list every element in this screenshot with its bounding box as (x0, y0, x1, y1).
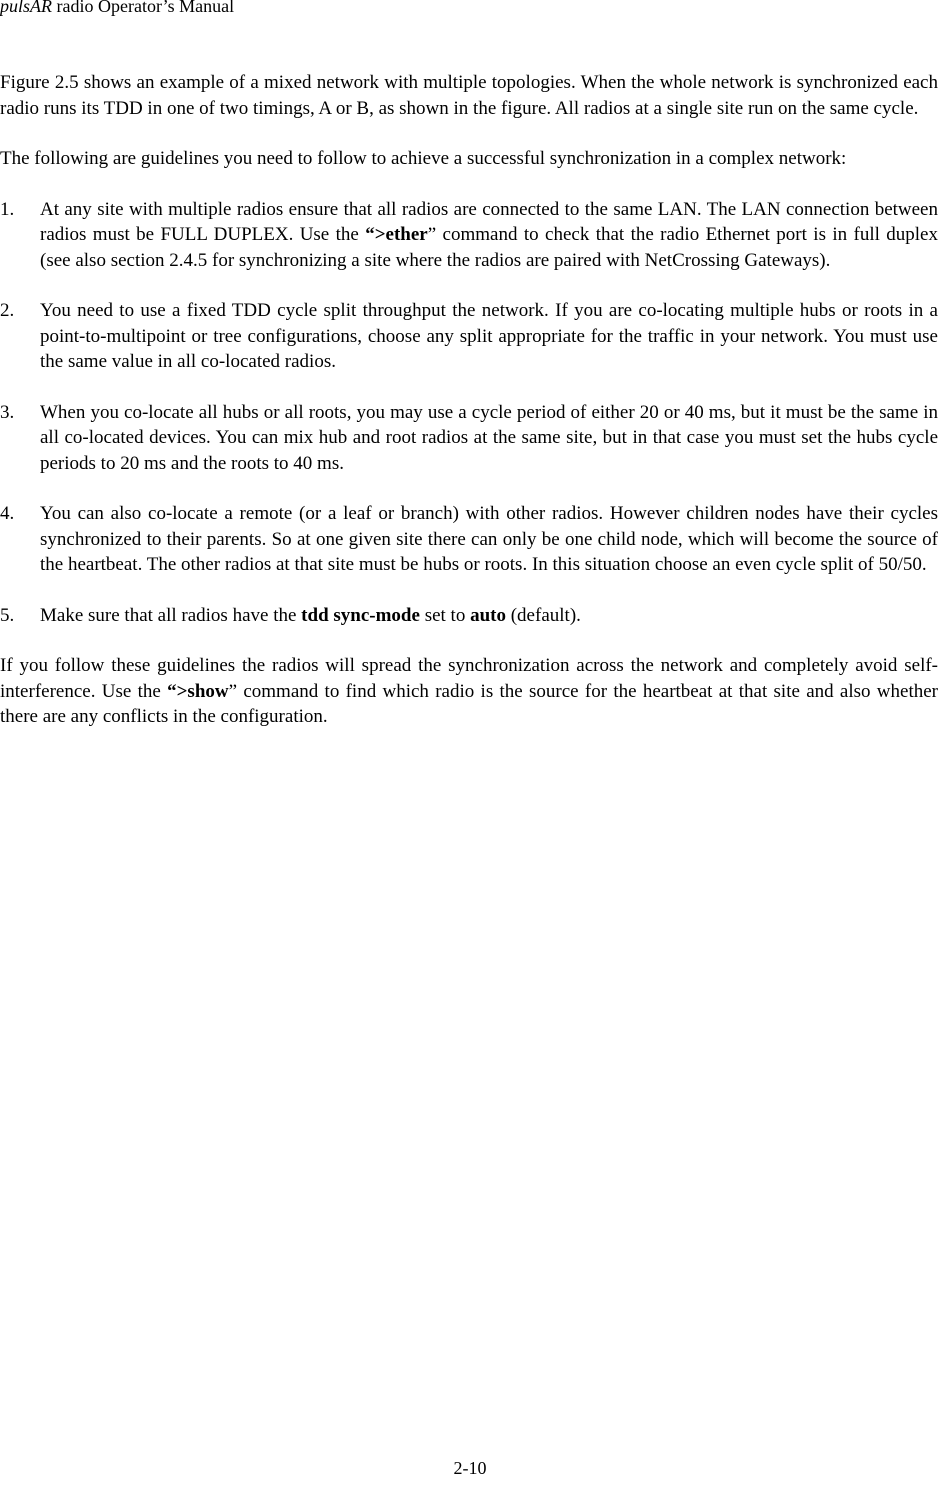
list-item-text: set to (419, 604, 471, 626)
page-header (0, 0, 234, 17)
intro-paragraph: Figure 2.5 shows an example of a mixed network with multiple topologies. When the whole network is synchronized each radio runs its TDD in one of two timings, A or B, as shown in the figure. All radios at a single site run on the same cycle. (0, 72, 938, 119)
page-number: 2-10 (453, 1458, 487, 1478)
closing-text: ” command to find which radio is the source for the heartbeat at that site and also whether there are any conflicts in the configuration. (0, 680, 938, 727)
list-item-text: You can also co-locate a remote (or a leaf or branch) with other radios. However children nodes have their cycles synchronized to their parents. So at one given site there can only be one child node, which will become the source of the heartbeat. The other radios at that site must be hubs or roots. In this situation choose an even cycle split of 50/50. (40, 503, 938, 575)
list-item-number: 3. (0, 401, 15, 423)
list-item (0, 603, 938, 629)
header-brand: pulsAR (0, 0, 52, 16)
closing-text: If you follow these guidelines the radios will spread the synchronization across the network and completely avoid self-interference. Use the (0, 655, 938, 702)
list-item-text: ” command to check that the radio Ethernet port is in full duplex (see also section 2.4.5 for synchronizing a site where the radios are paired with NetCrossing Gateways). (40, 224, 938, 271)
list-item-number: 4. (0, 503, 15, 524)
guidelines-intro: The following are guidelines you need to follow to achieve a successful synchronization in a complex network: (0, 148, 847, 169)
list-item (0, 501, 938, 578)
setting-value-auto: auto (470, 604, 506, 626)
list-item-text: When you co-locate all hubs or all roots, you may use a cycle period of either 20 or 40 ms, but it must be the same in all co-located devices. You can mix hub and root radios at the same site, but in that case you must set the hubs cycle periods to 20 ms and the roots to 40 ms. (40, 401, 938, 474)
list-item (0, 298, 938, 375)
guidelines-list (0, 197, 938, 629)
command-show: “>show (167, 680, 229, 702)
list-item-number: 5. (0, 604, 15, 626)
command-ether: “>ether (365, 224, 428, 245)
closing-paragraph (0, 653, 938, 730)
list-item-text: At any site with multiple radios ensure that all radios are connected to the same LAN. The LAN connection between radios must be FULL DUPLEX. Use the (40, 198, 938, 245)
list-item-text: (default). (505, 604, 581, 626)
list-item-number: 2. (0, 300, 15, 321)
header-title: radio Operator’s Manual (52, 0, 235, 16)
list-item-text: Make sure that all radios have the (40, 604, 302, 626)
list-item-text: You need to use a fixed TDD cycle split throughput the network. If you are co-locating multiple hubs or roots in a point-to-multipoint or tree configurations, choose any split appropriate for the traffic in your network. You must use the same value in all co-located radios. (40, 300, 938, 372)
list-item-number: 1. (0, 198, 15, 220)
list-item (0, 400, 938, 477)
page-body (0, 70, 938, 755)
list-item (0, 197, 938, 274)
setting-tdd-sync-mode: tdd sync-mode (301, 604, 420, 626)
